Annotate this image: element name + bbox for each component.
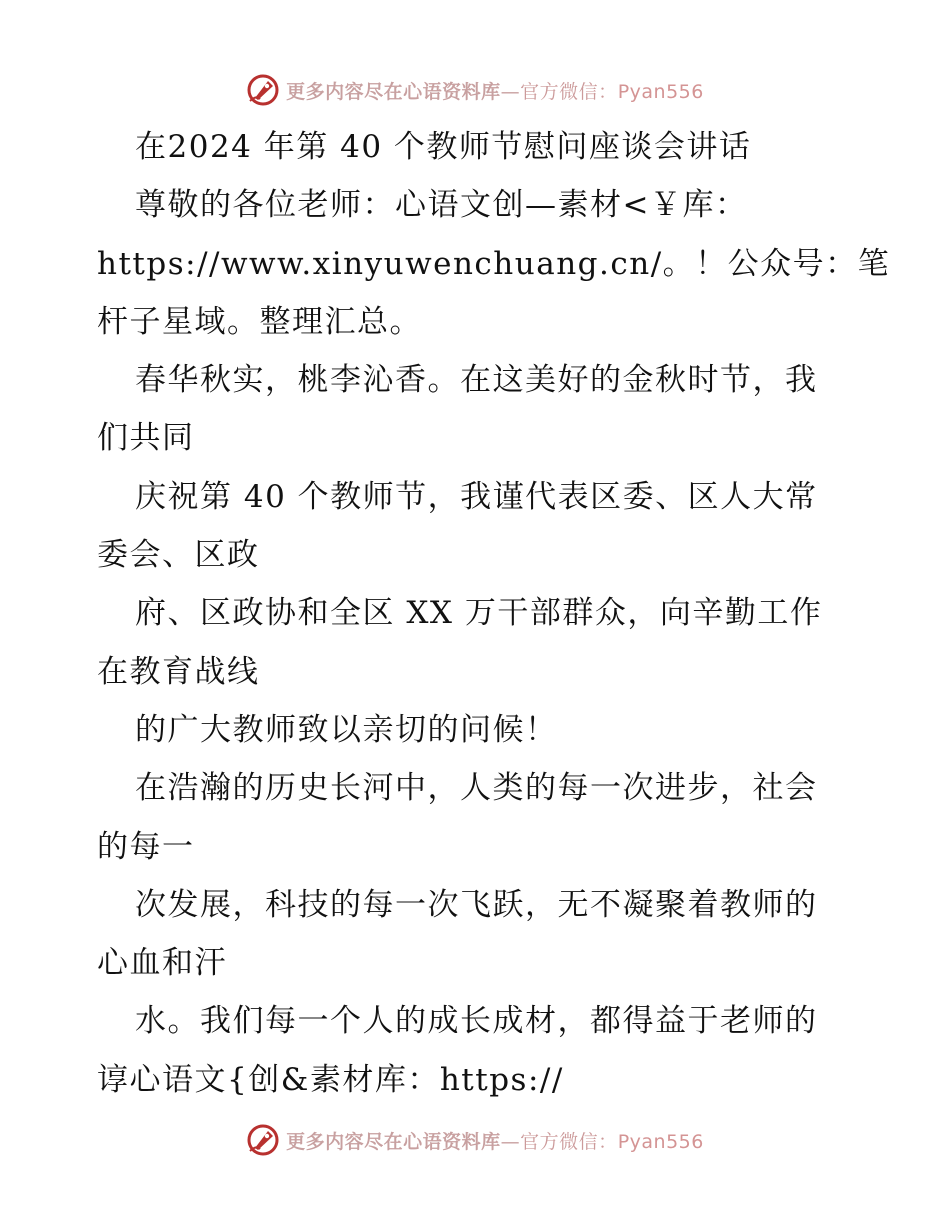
- document-text-line: 春华秋实，桃李沁香。在这美好的金秋时节，我: [135, 362, 818, 399]
- document-text-line: 尊敬的各位老师：心语文创—素材<￥库：: [135, 187, 748, 224]
- document-text-line: https://www.xinyuwenchuang.cn/。！公众号：笔: [97, 245, 891, 282]
- document-text-line: 心血和汗: [97, 945, 227, 982]
- document-title-line: 在2024 年第 40 个教师节慰问座谈会讲话: [135, 129, 752, 165]
- document-text-line: 在浩瀚的历史长河中，人类的每一次进步，社会: [135, 770, 818, 807]
- document-text-line: 杆子星域。整理汇总。: [97, 303, 422, 340]
- document-text-line: 委会、区政: [97, 537, 260, 574]
- document-text-line: 府、区政协和全区 XX 万干部群众，向辛勤工作: [135, 595, 823, 632]
- header-wechat-label: 官方微信：: [520, 80, 618, 103]
- footer-dash: —: [500, 1130, 521, 1153]
- footer-wechat-label: 官方微信：: [520, 1130, 618, 1153]
- header-site-text: 更多内容尽在心语资料库: [286, 80, 501, 103]
- header-watermark-banner: [0, 70, 950, 110]
- footer-watermark-banner: [0, 1120, 950, 1160]
- document-text-line: 的广大教师致以亲切的问候！: [135, 711, 558, 748]
- pen-nib-logo-icon: [246, 1123, 280, 1157]
- document-body: [97, 118, 891, 1109]
- footer-wechat-id: Pyan556: [617, 1130, 704, 1153]
- header-banner-text: [286, 77, 704, 104]
- document-text-line: 们共同: [97, 420, 195, 457]
- header-dash: —: [500, 80, 521, 103]
- footer-banner-text: [286, 1127, 704, 1154]
- pen-nib-logo-icon: [246, 73, 280, 107]
- document-text-line: 在教育战线: [97, 653, 260, 690]
- document-text-line: 庆祝第 40 个教师节，我谨代表区委、区人大常: [135, 478, 818, 515]
- document-text-line: 谆心语文{创&素材库：https://: [97, 1061, 564, 1098]
- document-text-line: 水。我们每一个人的成长成材，都得益于老师的: [135, 1003, 818, 1040]
- footer-site-text: 更多内容尽在心语资料库: [286, 1130, 501, 1153]
- document-text-line: 的每一: [97, 828, 195, 865]
- header-wechat-id: Pyan556: [617, 80, 704, 103]
- document-text-line: 次发展，科技的每一次飞跃，无不凝聚着教师的: [135, 886, 818, 923]
